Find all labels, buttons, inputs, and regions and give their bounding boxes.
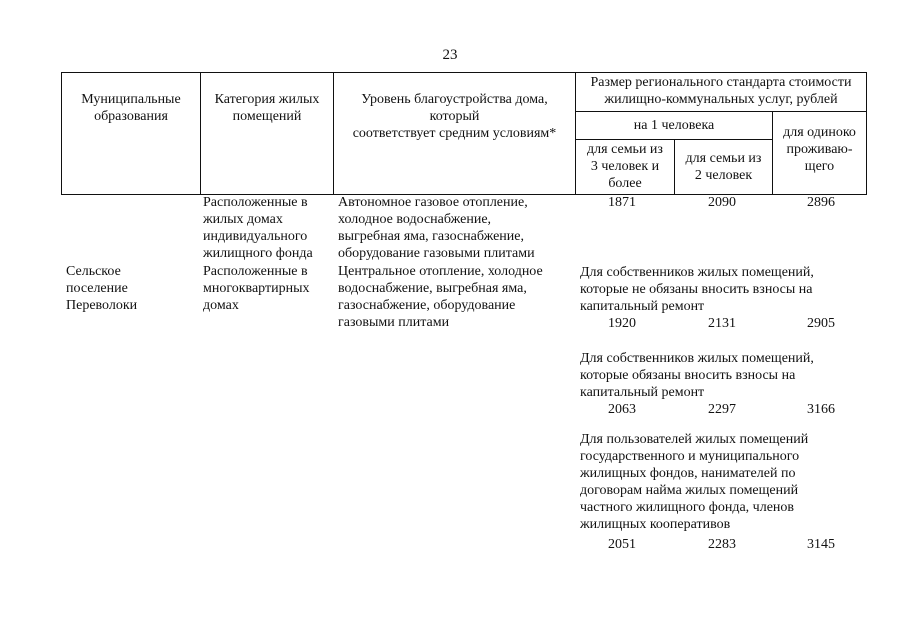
row1-value-single: 2896 [807,195,835,210]
row1-value-family3: 1871 [608,195,636,210]
header-family-3: для семьи из 3 человек и более [587,142,663,191]
group1-value-single: 2905 [807,316,835,331]
header-category: Категория жилых помещений [214,92,320,124]
header-amenities: Уровень благоустройства дома, который соответствует средним условиям* [352,92,557,141]
group2-value-family2: 2297 [708,402,736,417]
group1-value-family2: 2131 [708,316,736,331]
municipality-name: Сельское поселение Переволоки [66,264,138,313]
header-single: для одиноко проживаю- щего [783,125,856,174]
group1-value-family3: 1920 [608,316,636,331]
row1-category: Расположенные в жилых домах индивидуального жилищного фонда [203,195,313,261]
row2-amenities: Центральное отопление, холодное водоснабжение, выгребная яма, газоснабжение, оборудование газовыми плитами [338,264,543,330]
row2-category: Расположенные в многоквартирных домах [203,264,310,313]
group1-label: Для собственников жилых помещений, которые не обязаны вносить взносы на капитальный ремонт [580,265,814,314]
group3-value-single: 3145 [807,537,835,552]
group2-value-single: 3166 [807,402,835,417]
group2-label: Для собственников жилых помещений, которые обязаны вносить взносы на капитальный ремонт [580,351,814,400]
group3-value-family2: 2283 [708,537,736,552]
page-number: 23 [442,47,458,63]
group2-value-family3: 2063 [608,402,636,417]
header-per-person: на 1 человека [633,118,715,133]
group3-label: Для пользователей жилых помещений государственного и муниципального жилищных фондов, нанимателей по договорам найма жилых помещений частного жилищного фонда, членов жилищных кооперативов [580,432,809,532]
header-family-2: для семьи из 2 человек [685,151,762,183]
row1-amenities: Автономное газовое отопление, холодное водоснабжение, выгребная яма, газоснабжение, оборудование газовыми плитами [338,195,535,261]
row1-value-family2: 2090 [708,195,736,210]
header-municipalities: Муниципальные образования [81,92,181,124]
header-standard-size: Размер регионального стандарта стоимости жилищно-коммунальных услуг, рублей [590,75,852,107]
group3-value-family3: 2051 [608,537,636,552]
